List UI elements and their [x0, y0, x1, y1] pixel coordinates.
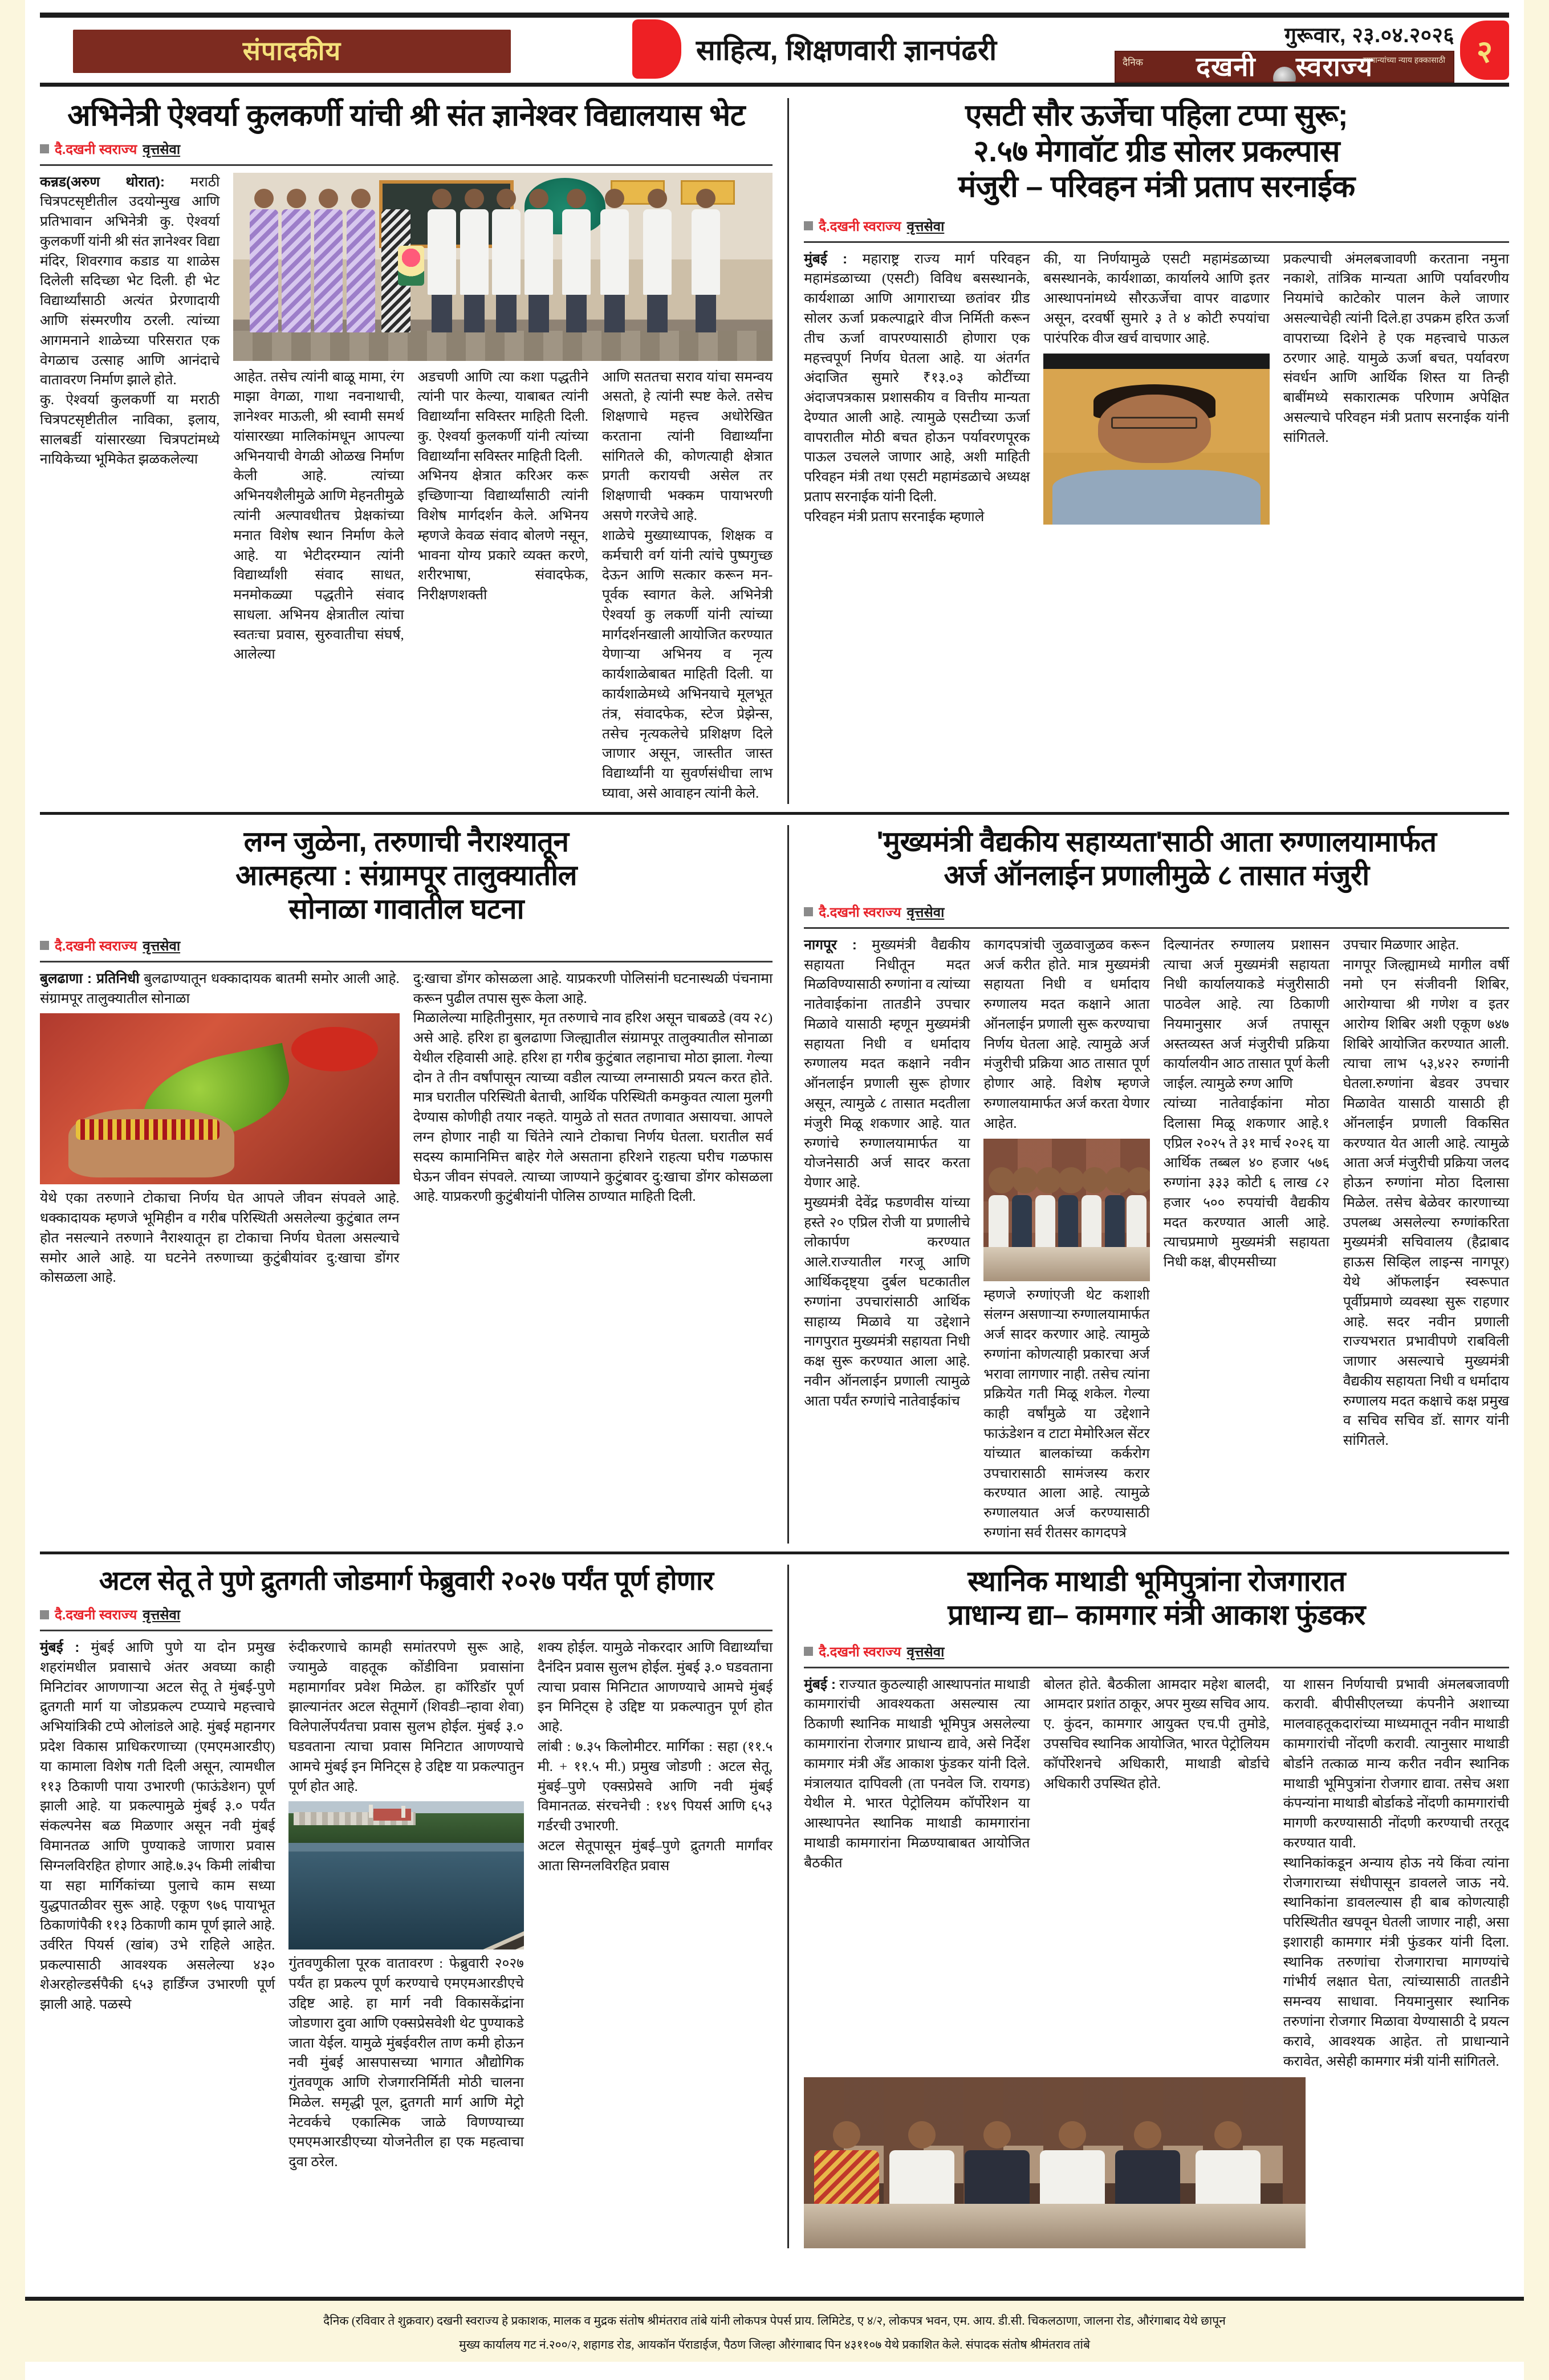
byline-service: वृत्तसेवा [143, 938, 181, 954]
byline-bullet-icon [804, 221, 813, 230]
dateline: नागपूर : [804, 937, 857, 953]
paragraph: अभिनय क्षेत्रात करिअर करू इच्छिणाऱ्या विद्यार्थ्यांसाठी त्यांनी विशेष मार्गदर्शन केले. अभिनय म्हणजे केवळ संवाद बोलणे नसून, भावना योग्य प्रकारे व्यक्त करणे, शरीरभाषा, संवादफेक, निरीक्षणशक्ती [417, 468, 588, 603]
byline-source: दै.दखनी स्वराज्य [55, 938, 137, 954]
byline-source: दै.दखनी स्वराज्य [55, 1607, 137, 1623]
actress-subcolumns [233, 368, 773, 804]
dateline: कन्नड(अरुण थोरात): [40, 174, 165, 190]
paragraph: आहेत. तसेच त्यांनी बाळू मामा, रंग माझा वेगळा, गाथा नवनाथाची, ज्ञानेश्वर माऊली, श्री स्वामी समर्थ यांसारख्या मालिकांमधून आपल्या अभिनयाची वेगळी ओळख निर्माण केली आहे. त्यांच्या अभिनयशैलीमुळे आणि मेहनतीमुळे त्यांनी अल्पावधीतच प्रेक्षकांच्या मनात विशेष स्थान निर्माण केले आहे. या भेटीदरम्यान त्यांनी विद्यार्थ्यांशी संवाद साधत, मनमोकळ्या पद्धतीने संवाद साधला. अभिनय क्षेत्रातील त्यांचा स्वतःचा प्रवास, सुरुवातीचा संघर्ष, आलेल्या [233, 369, 404, 663]
publication-date: गुरूवार, २३.०४.२०२६ [1284, 23, 1454, 47]
footer [25, 2297, 1524, 2362]
divider [40, 961, 773, 962]
photo-minister-portrait [1043, 354, 1269, 525]
byline-cmhealth [804, 903, 1509, 921]
actress-col-4 [602, 368, 773, 804]
page-sheet [25, 0, 1524, 2380]
dateline: मुंबई : [804, 251, 848, 267]
paragraph: नागपूर जिल्ह्यामध्ये मागील वर्षी नमो एन संजीवनी शिबिर, आरोग्याचा श्री गणेश व इतर आरोग्य शिबिर अशी एकूण ७४७ शिबिरे आयोजित करण्यात आली. त्याचा लाभ ५३,४२२ रुग्णांनी घेतला.रुग्णांना बेडवर उपचार मिळावेत यासाठी यासाठी ही ऑनलाईन प्रणाली विकसित करण्यात येत आली आहे. त्यामुळे आता अर्ज मंजुरीची प्रक्रिया जलद होऊन रुग्णांना मोठा दिलासा मिळेल. तसेच बेळेवर कारणाच्या उपलब्ध असलेल्या रुग्णांकरिता मुख्यमंत्री सचिवालय (हैद्राबाद हाऊस सिव्हिल लाइन्स नागपूर) येथे ऑफलाईन स्वरूपात पूर्वीप्रमाणे व्यवस्था सुरू राहणार आहे. सदर नवीन प्रणाली राज्यभरात प्रभावीपणे राबविली जाणार असल्याचे मुख्यमंत्री वैद्यकीय सहायता निधी व धर्मादाय रुग्णालय मदत कक्षाचे कक्ष प्रमुख व सचिव सचिव डॉ. सागर यांनी सांगितले. [1343, 957, 1510, 1449]
actress-col-1 [40, 173, 219, 804]
article-marriage [40, 825, 773, 1544]
cmhealth-columns [804, 936, 1509, 1544]
paragraph: बोलत होते. बैठकीला आमदार महेश बालदी, आमदार प्रशांत ठाकूर, अपर मुख्य सचिव आय. ए. कुंदन, कामगार आयुक्त एच.पी तुमोडे, उपसचिव स्थानिक आयोजित, भारत पेट्रोलियम कॉर्पोरेशनचे अधिकारी, माथाडी बोर्डाचे अधिकारी उपस्थित होते. [1043, 1676, 1270, 1792]
divider [40, 1630, 773, 1631]
page-number-badge: २ [1460, 21, 1509, 80]
headline-marriage-line2: आत्महत्या : संग्रामपूर तालुक्यातील [235, 859, 578, 891]
paragraph [40, 969, 400, 1009]
paragraph: मिळालेल्या माहितीनुसार, मृत तरुणाचे नाव हरिश असून चाबळडे (वय २८) असे आहे. हरिश हा बुलढाणा जिल्ह्यातील संग्रामपूर तालुक्यातील सोनाळा येथील रहिवासी आहे. हरिश हा गरीब कुटुंबात लहानाचा मोठा झाला. गेल्या दोन ते तीन वर्षांपासून त्याच्या वडील त्याच्या लग्नासाठी प्रयत्न करत होते. मात्र घरातील परिस्थिती बेताची, आर्थिक परिस्थिती कमकुवत त्याला मुलगी देण्यास कोणीही तयार नव्हते. यामुळे तो सतत तणावात असायचा. आपले लग्न होणार नाही या चिंतेने त्याने टोकाचा निर्णय घेतला. घरातील सर्व सदस्य कामानिमित्त बाहेर गेले असताना हरिशने राहत्या घरीच गळफास घेऊन जीवन संपवले. त्याच्या जाण्याने कुटुंबावर दु:खाचा डोंगर कोसळला आहे. याप्रकरणी कुटुंबीयांनी पोलिस ठाण्यात माहिती दिली. [413, 1010, 773, 1205]
headline-cmhealth-line1: 'मुख्यमंत्री वैद्यकीय सहाय्यता'साठी आता रुग्णालयामार्फत [876, 825, 1437, 858]
photo-wedding-ritual [40, 1013, 400, 1184]
paragraph: की, या निर्णयामुळे एसटी महामंडळाच्या बसस्थानके, कार्यशाळा, कार्यालये आणि इतर आस्थापनांमध्ये सौरऊर्जेचा वापर वाढणार असून, दरवर्षी सुमारे ३ ते ४ कोटी रुपयांचा पारंपरिक वीज खर्च वाचणार आहे. [1043, 251, 1270, 346]
logo-name: दखनी स्वराज्य [1196, 51, 1373, 82]
photo-atal-setu-aerial [288, 1801, 523, 1950]
paragraph: कु. ऐश्वर्या कुलकर्णी या मराठी चित्रपटसृष्टीतील नाविका, इलाय, सालबर्डी यांसारख्या चित्रपटांमध्ये नायिकेच्या भूमिकेत झळकलेल्या [40, 392, 220, 468]
article-atal-setu [40, 1565, 773, 2249]
photo-school-group [233, 173, 773, 361]
photo-cm-launch-meeting [983, 1139, 1149, 1281]
byline-service: वृत्तसेवा [906, 218, 945, 234]
headline-cmhealth-line2: अर्ज ऑनलाईन प्रणालीमुळे ८ तासात मंजुरी [944, 859, 1369, 891]
atalsetu-col-3 [538, 1638, 773, 2172]
paragraph: दु:खाचा डोंगर कोसळला आहे. याप्रकरणी पोलिसांनी घटनास्थळी पंचनामा करून पुढील तपास सुरू केला आहे. [413, 970, 773, 1006]
headline-actress: अभिनेत्री ऐश्वर्या कुलकर्णी यांची श्री संत ज्ञानेश्वर विद्यालयास भेट [67, 99, 745, 132]
byline-actress [40, 140, 773, 159]
paragraph: दिल्यानंतर रुग्णालय प्रशासन त्याचा अर्ज मुख्यमंत्री सहायता निधी कार्यालयाकडे मंजुरीसाठी पाठवेल आहे. त्या ठिकाणी नियमानुसार अर्ज तपासून अस्तव्यस्त अर्ज मंजुरीची प्रक्रिया कार्यालयीन आठ तासात पूर्ण केली जाईल. त्यामुळे रुग्ण आणि [1163, 937, 1330, 1092]
solar-col-3 [1283, 250, 1509, 529]
byline-source: दै.दखनी स्वराज्य [819, 904, 901, 920]
paragraph [40, 173, 219, 391]
paragraph: लांबी : ७.३५ किलोमीटर. मार्गिका : सहा (११.५ मी. + ११.५ मी.) प्रमुख जोडणी : अटल सेतू, मुंबई–पुणे एक्सप्रेसवे आणि नवी मुंबई विमानतळ. संरचनेची : १४९ पियर्स आणि ६५३ गर्डरची उभारणी. [537, 1739, 773, 1834]
paragraph-text: मुख्यमंत्री वैद्यकीय सहायता निधीतून मदत मिळविण्यासाठी रुग्णांना व त्यांच्या नातेवाईकांना तातडीने उपचार मिळावे यासाठी म्हणून मुख्यमंत्री सहायता निधी व धर्मादाय रुग्णालय मदत कक्षाने नवीन ऑनलाईन प्रणाली सुरू होणार असून, त्यामुळे ८ तासात मदतीला मंजुरी मिळू शकणार आहे. यात रुग्णांचे रुग्णालयामार्फत या योजनेसाठी अर्ज सादर करता येणार आहे. [804, 937, 970, 1191]
cmhealth-col-4 [1343, 936, 1509, 1544]
article-mathadi [787, 1565, 1509, 2249]
byline-mathadi [804, 1642, 1509, 1661]
byline-source: दै.दखनी स्वराज्य [819, 1644, 901, 1660]
article-cm-health [787, 825, 1509, 1544]
actress-columns [40, 173, 773, 804]
row-3 [40, 1565, 1509, 2249]
left-margin-bar [0, 0, 25, 2380]
marriage-columns [40, 969, 773, 1288]
paragraph: रुंदीकरणाचे कामही समांतरपणे सुरू आहे, ज्यामुळे वाहतूक कोंडीविना प्रवासांना महामार्गावर प्रवेश मिळेल. हा कॉरिडॉर पूर्ण झाल्यानंतर अटल सेतूमार्गे (शिवडी–न्हावा शेवा) विलेपार्लेपर्यंतचा प्रवास सुलभ होईल. मुंबई ३.० घडवताना त्याचा प्रवास मिनिटात आणण्याचे आमचे मुंबई इन मिनिट्स हे उद्दिष्ट या प्रकल्पातुन पूर्ण होत आहे. [288, 1640, 524, 1794]
byline-bullet-icon [804, 1647, 813, 1656]
headline-atal-setu: अटल सेतू ते पुणे द्रुतगती जोडमार्ग फेब्रुवारी २०२७ पर्यंत पूर्ण होणार [99, 1565, 714, 1595]
byline-bullet-icon [40, 144, 49, 153]
atalsetu-col-2 [288, 1638, 523, 2172]
article-actress [40, 98, 773, 804]
actress-col-3 [418, 368, 588, 804]
cmhealth-col-1 [804, 936, 970, 1544]
paragraph [804, 1675, 1030, 1874]
footer-imprint-block [25, 2301, 1524, 2362]
paragraph-text: मुंबई आणि पुणे या दोन प्रमुख शहरांमधील प्रवासाचे अंतर अवघ्या काही मिनिटांवर आणणाऱ्या अटल सेतू ते मुंबई-पुणे द्रुतगती मार्ग या जोडप्रकल्प टप्प्याचे महत्त्वाचे अभियांत्रिकी टप्पे ओलांडले आहे. मुंबई महानगर प्रदेश विकास प्राधिकरणाच्या (एमएमआरडीए) या कामाला विशेष गती दिली असून, त्यामधील ११३ ठिकाणी पाया उभारणी (फाऊंडेशन) पूर्ण झाली आहे. या प्रकल्पामुळे मुंबई ३.० पर्यंत संकल्पनेस बळ मिळणार असून नवी मुंबई विमानतळ आणि पुण्याकडे जाणारा प्रवास सिग्नलविरहित होणार आहे.७.३५ किमी लांबीचा या सहा मार्गिकांच्या पुलाचे काम सध्या युद्धपातळीवर सुरू आहे. एकूण ९७६ पायाभूत ठिकाणांपैकी ११३ ठिकाणी काम पूर्ण झाले आहे. उर्वरित पियर्स (खांब) उभे राहिले आहेत. प्रकल्पासाठी आवश्यक असलेल्या ४३० शेअरहोल्डर्सपैकी ६५३ हार्डिंग्ज उभारणी पूर्ण झाली आहे. पळस्पे [40, 1640, 275, 2013]
headline-marriage-line1: लग्न जुळेना, तरुणाची नैराश्यातून [243, 825, 569, 858]
byline-bullet-icon [40, 1610, 49, 1619]
byline-solar [804, 217, 1509, 235]
editorial-section-tag: संपादकीय [73, 30, 511, 73]
masthead-left [40, 19, 530, 83]
divider [804, 241, 1509, 243]
paragraph: म्हणजे रुग्णांएजी थेट कशाशी संलग्न असणाऱ्या रुग्णालयामार्फत अर्ज सादर करणार आहे. त्यामुळे रुग्णांना कोणत्याही प्रकारचा अर्ज भरावा लागणार नाही. तसेच त्यांना प्रक्रियेत गती मिळू शकेल. गेल्या काही वर्षांमुळे या उद्देशाने फाऊंडेशन व टाटा मेमोरिअल सेंटर यांच्यात बालकांच्या कर्करोग उपचारासाठी सामंजस्य करार करण्यात आला आहे. त्यामुळे रुग्णालयात अर्ज करण्यासाठी रुग्णांना सर्व रीतसर कागदपत्रे [983, 1287, 1150, 1541]
divider [804, 927, 1509, 929]
paragraph: शक्य होईल. यामुळे नोकरदार आणि विद्यार्थ्यांचा दैनंदिन प्रवास सुलभ होईल. मुंबई ३.० घडवताना त्याचा प्रवास मिनिटात आणण्याचे आमचे मुंबई इन मिनिट्स हे उद्दिष्ट या प्रकल्पातुन पूर्ण होत आहे. [537, 1640, 773, 1735]
dateline: बुलढाणा : प्रतिनिधी [40, 970, 140, 986]
divider [40, 164, 773, 166]
paragraph: शाळेचे मुख्याध्यापक, शिक्षक व कर्मचारी वर्ग यांनी त्यांचे पुष्पगुच्छ देऊन आणि सत्कार करून मन-पूर्वक स्वागत केले. अभिनेत्री ऐश्वर्या कु लकर्णी यांनी त्यांच्या मार्गदर्शनखाली आयोजित करण्यात येणाऱ्या अभिनय व नृत्य कार्यशाळेबाबत माहिती दिली. या कार्यशाळेमध्ये अभिनयाचे मूलभूत तंत्र, संवादफेक, स्टेज प्रेझेन्स, तसेच नृत्यकलेचे प्रशिक्षण दिले जाणार असून, जास्तीत जास्त विद्यार्थ्यांनी या सुवर्णसंधीचा लाभ घ्यावा, असे आवाहन त्यांनी केले. [601, 527, 773, 801]
byline-service: वृत्तसेवा [906, 904, 945, 920]
solar-columns [804, 250, 1509, 529]
photo-labour-minister-meeting [804, 2077, 1306, 2248]
headline-mathadi-line2: प्राधान्य द्या– कामगार मंत्री आकाश फुंडकर [948, 1598, 1365, 1631]
paragraph: परिवहन मंत्री प्रताप सरनाईक म्हणाले [804, 509, 985, 525]
paragraph: स्थानिकांकडून अन्याय होऊ नये किंवा त्यांना रोजगाराच्या संधीपासून डावलले जाऊ नये. स्थानिकांना डावलल्यास ही बाब कोणत्याही परिस्थितीत खपवून घेतली जाणार नाही, असा इशाराही कामगार मंत्री फुंडकर यांनी दिला. स्थानिक तरुणांचा रोजगाराचा मागण्यांचे गांभीर्य लक्षात घेता, त्यांच्यासाठी तातडीने समन्वय साधावा. नियमानुसार स्थानिक तरुणांना रोजगार मिळावा येण्यासाठी दे प्रयत्न करावे, आवश्यक आहेत. तो प्राधान्याने करावेत, असेही कामगार मंत्री यांनी सांगितले. [1283, 1855, 1510, 2069]
row-divider-2 [40, 1552, 1509, 1554]
paragraph: त्यांच्या नातेवाईकांना मोठा दिलासा मिळू शकणार आहे.१ एप्रिल २०२५ ते ३१ मार्च २०२६ या आर्थिक तब्बल ४० हजार ५७६ रुग्णांना ३३३ कोटी ६ लाख ८२ हजार ५०० रुपयांची वैद्यकीय मदत करण्यात आली आहे. त्याचप्रमाणे मुख्यमंत्री सहायता निधी कक्ष, बीएमसीच्या [1163, 1095, 1330, 1270]
masthead-tagline: साहित्य, शिक्षणवारी ज्ञानपंढरी [696, 34, 997, 66]
byline-service: वृत्तसेवा [143, 141, 181, 157]
paragraph-text: बुलढाण्यातून धक्कादायक बातमी समोर आली आहे. संग्रामपूर तालुक्यातील सोनाळा [40, 970, 400, 1006]
paragraph-text: मराठी चित्रपटसृष्टीतील उदयोन्मुख आणि प्रतिभावान अभिनेत्री कु. ऐश्वर्या कुलकर्णी यांनी श्री संत ज्ञानेश्वर विद्या मंदिर, शिवरगाव कडाड या शाळेस दिलेली सदिच्छा भेट दिली. ही भेट विद्यार्थ्यांसाठी अत्यंत प्रेरणादायी आणि संस्मरणीय ठरली. त्यांच्या आगमनाने शाळेच्या परिसरात एक वेगळाच उत्साह आणि आनंदाचे वातावरण निर्माण झाले होते. [40, 174, 220, 388]
red-blob-icon [632, 19, 681, 79]
paragraph: प्रकल्पाची अंमलबजावणी करताना नमुना नकाशे, तांत्रिक मान्यता आणि पर्यावरणीय नियमांचे काटेकोर पालन केले जाणार असल्याचेही त्यांनी दिले.हा उपक्रम हरित ऊर्जा वापराच्या दिशेने हे एक महत्त्वाचे पाऊल ठरणार आहे. यामुळे ऊर्जा बचत, पर्यावरण संवर्धन आणि आर्थिक शिस्त या तिन्ही बाबींमध्ये सकारात्मक परिणाम अपेक्षित असल्याचे परिवहन मंत्री प्रताप सरनाईक यांनी सांगितले. [1283, 251, 1510, 445]
byline-service: वृत्तसेवा [143, 1607, 181, 1623]
headline-solar-line1: एसटी सौर ऊर्जेचा पहिला टप्पा सुरू; [965, 99, 1348, 132]
paragraph: मुख्यमंत्री देवेंद्र फडणवीस यांच्या हस्ते २० एप्रिल रोजी या प्रणालीचे लोकार्पण करण्यात आले.राज्यातील गरजू आणि आर्थिकदृष्ट्या दुर्बल घटकातील रुग्णांना उपचारांसाठी आर्थिक साहाय्य मिळावे या उद्देशाने नागपुरात मुख्यमंत्री सहायता निधी कक्ष सुरू करण्यात आला आहे. नवीन ऑनलाईन प्रणाली त्यामुळे आता पर्यंत रुग्णांचे नातेवाईकांच [804, 1195, 970, 1409]
footer-rule [25, 2297, 1524, 2301]
paragraph: येथे एका तरुणाने टोकाचा निर्णय घेत आपले जीवन संपवले आहे. धक्कादायक म्हणजे भूमिहीन व गरीब परिस्थिती असलेल्या कुटुंबात लग्न होत नसल्याने तरुणाने नैराश्यातून हा टोकाचा निर्णय घेतला असल्याचे समोर आले आहे. या घटनेने तरुणाच्या कुटुंबीयांवर दु:खाचा डोंगर कोसळला आहे. [40, 1191, 400, 1286]
atalsetu-columns [40, 1638, 773, 2172]
headline-solar-line2: २.५७ मेगावॉट ग्रीड सोलर प्रकल्पास [973, 134, 1340, 168]
newspaper-logo [1115, 51, 1454, 83]
cmhealth-col-2 [983, 936, 1149, 1544]
dateline: मुंबई : [804, 1676, 836, 1692]
mathadi-col-2 [1043, 1675, 1269, 2072]
paragraph: गुंतवणुकीला पूरक वातावरण : फेब्रुवारी २०२७ पर्यंत हा प्रकल्प पूर्ण करण्याचे एमएमआरडीएचे उद्दिष्ट आहे. हा मार्ग नवी विकासकेंद्रांना जोडणारा दुवा आणि एक्सप्रेसवेशी थेट पुण्याकडे जाता येईल. यामुळे मुंबईवरील ताण कमी होऊन नवी मुंबई आसपासच्या भागात औद्योगिक गुंतवणूक आणि रोजगारनिर्मिती मोठी चालना मिळेल. समृद्धी पूल, द्रुतगती मार्ग आणि मेट्रो नेटवर्कचे एकात्मिक जाळे विणण्याच्या एमएमआरडीएच्या योजनेतील हा एक महत्वाचा दुवा ठरेल. [288, 1956, 524, 2170]
masthead-right [1099, 19, 1509, 83]
solar-col-2 [1043, 250, 1269, 529]
mathadi-col-1 [804, 1675, 1030, 2072]
row-1 [40, 98, 1509, 804]
mathadi-col-3 [1283, 1675, 1509, 2072]
byline-bullet-icon [40, 941, 49, 950]
paragraph [804, 250, 1030, 507]
paragraph [40, 1638, 275, 2015]
headline-mathadi-line1: स्थानिक माथाडी भूमिपुत्रांना रोजगारात [967, 1565, 1345, 1597]
logo-daily-label: दैनिक [1123, 57, 1143, 68]
headline-solar-line3: मंजुरी – परिवहन मंत्री प्रताप सरनाईक [958, 170, 1355, 204]
row-divider-1 [40, 812, 1509, 815]
masthead-center [530, 19, 1099, 83]
paragraph: अटल सेतूपासून मुंबई–पुणे द्रुतगती मार्गांवर आता सिग्नलविरहित प्रवास [537, 1838, 773, 1874]
paragraph: आणि सततचा सराव यांचा समन्वय असतो, हे त्यांनी स्पष्ट केले. तसेच शिक्षणाचे महत्त्व अधोरेखित करताना त्यांनी विद्यार्थ्यांना सांगितले की, कोणत्याही क्षेत्रात प्रगती करायची असेल तर शिक्षणाची भक्कम पायाभरणी असणे गरजेचे आहे. [601, 369, 773, 523]
byline-marriage [40, 936, 773, 955]
byline-atal-setu [40, 1605, 773, 1624]
paragraph: या शासन निर्णयाची प्रभावी अंमलबजावणी करावी. बीपीसीएलच्या कंपनीने अशाच्या मालवाहतूकदारांच्या माध्यमातून नवीन माथाडी कामगारांची नोंदणी करावी. त्यानुसार माथाडी बोर्डाने तत्काळ मान्य करीत नवीन स्थानिक माथाडी भूमिपुत्रांना रोजगार द्यावा. तसेच अशा कंपन्यांना माथाडी बोर्डाकडे नोंदणी कामगारांची मागणी करण्यासाठी नोंदणी करण्याची तरतूद करण्यात यावी. [1283, 1676, 1510, 1851]
dateline: मुंबई : [40, 1640, 80, 1656]
atalsetu-col-1 [40, 1638, 275, 2172]
right-margin-bar [1524, 0, 1549, 2380]
marriage-col-2 [413, 969, 773, 1288]
divider [804, 1667, 1509, 1668]
actress-col-2 [233, 173, 773, 804]
paragraph [804, 936, 970, 1193]
byline-bullet-icon [804, 907, 813, 916]
byline-source: दै.दखनी स्वराज्य [55, 141, 137, 157]
marriage-col-1 [40, 969, 400, 1288]
byline-source: दै.दखनी स्वराज्य [819, 218, 901, 234]
actress-col-2a [233, 368, 404, 804]
mathadi-columns [804, 1675, 1509, 2072]
paragraph-text: महाराष्ट्र राज्य मार्ग परिवहन महामंडळाच्या (एसटी) विविध बसस्थानके, कार्यशाळा आणि आगाराच्या छतांवर ग्रीड सोलर ऊर्जा प्रकल्पाद्वारे वीज निर्मिती करून तीच ऊर्जा वापरण्यासाठी होणारा एक महत्त्वपूर्ण निर्णय घेतला आहे. या अंतर्गत अंदाजित सुमारे ₹१३.०३ कोटींच्या अंदाजपत्रकास प्रशासकीय व वित्तीय मान्यता देण्यात आली आहे. त्यामुळे एसटीच्या ऊर्जा वापरातील मोठी बचत होऊन पर्यावरणपूरक पाऊल उचलले जाणार आहे, अशी माहिती परिवहन मंत्री तथा एसटी महामंडळाचे अध्यक्ष प्रताप सरनाईक यांनी दिली. [804, 251, 1030, 505]
byline-service: वृत्तसेवा [906, 1644, 945, 1660]
footer-imprint-line-2: मुख्य कार्यालय गट नं.२००/२, शहागड रोड, आयकॉन पॅराडाईज, पैठण जिल्हा औरंगाबाद पिन ४३११०७ येथे प्रकाशित केले. संपादक संतोष श्रीमंतराव तांबे [459, 2337, 1090, 2351]
article-solar [787, 98, 1509, 804]
logo-motto: सामान्यांच्या न्याय हक्कासाठी [1363, 55, 1445, 64]
paragraph: कागदपत्रांची जुळवाजुळव करून अर्ज करीत होते. मात्र मुख्यमंत्री सहायता निधी व धर्मादाय रुग्णालय मदत कक्षाने आता ऑनलाईन प्रणाली सुरू करण्याचा निर्णय घेतला आहे. त्यामुळे अर्ज मंजुरीची प्रक्रिया आठ तासात पूर्ण होणार आहे. विशेष म्हणजे रुग्णालयामार्फत अर्ज करता येणार आहेत. [983, 937, 1150, 1131]
footer-imprint-line-1: दैनिक (रविवार ते शुक्रवार) दखनी स्वराज्य हे प्रकाशक, मालक व मुद्रक संतोष श्रीमंतराव तांबे यांनी लोकपत्र पेपर्स प्राय. लिमिटेड, ए ४/२, लोकपत्र भवन, एम. आय. डी.सी. चिकलठाणा, जालना रोड, औरंगाबाद येथे छापून [323, 2314, 1226, 2328]
paragraph: अडचणी आणि त्या कशा पद्धतीने त्यांनी पार केल्या, याबाबत त्यांनी विद्यार्थ्यांना सविस्तर माहिती दिली. कु. ऐश्वर्या कुलकर्णी यांनी त्यांच्या विद्यार्थ्यांना सविस्तर माहिती दिली. [417, 369, 588, 464]
paragraph-text: राज्यात कुठल्याही आस्थापनांत माथाडी कामगारांची आवश्यकता असल्यास त्या ठिकाणी स्थानिक माथाडी भूमिपुत्र असलेल्या कामगारांना रोजगार प्राधान्य द्यावे, असे निर्देश कामगार मंत्री अँड आकाश फुंडकर यांनी दिले. मंत्रालयात दापिवली (ता पनवेल जि. रायगड) येथील मे. भारत पेट्रोलियम कॉर्पोरेशन या आस्थापनेत स्थानिक माथाडी कामगारांना माथाडी कामगारांना मिळण्याबाबत आयोजित बैठकीत [804, 1676, 1030, 1871]
masthead [40, 19, 1509, 87]
paragraph: उपचार मिळणार आहेत. [1343, 937, 1459, 953]
solar-col-1 [804, 250, 1030, 529]
cmhealth-col-3 [1164, 936, 1330, 1544]
headline-marriage-line3: सोनाळा गावातील घटना [288, 892, 525, 925]
row-2 [40, 825, 1509, 1544]
